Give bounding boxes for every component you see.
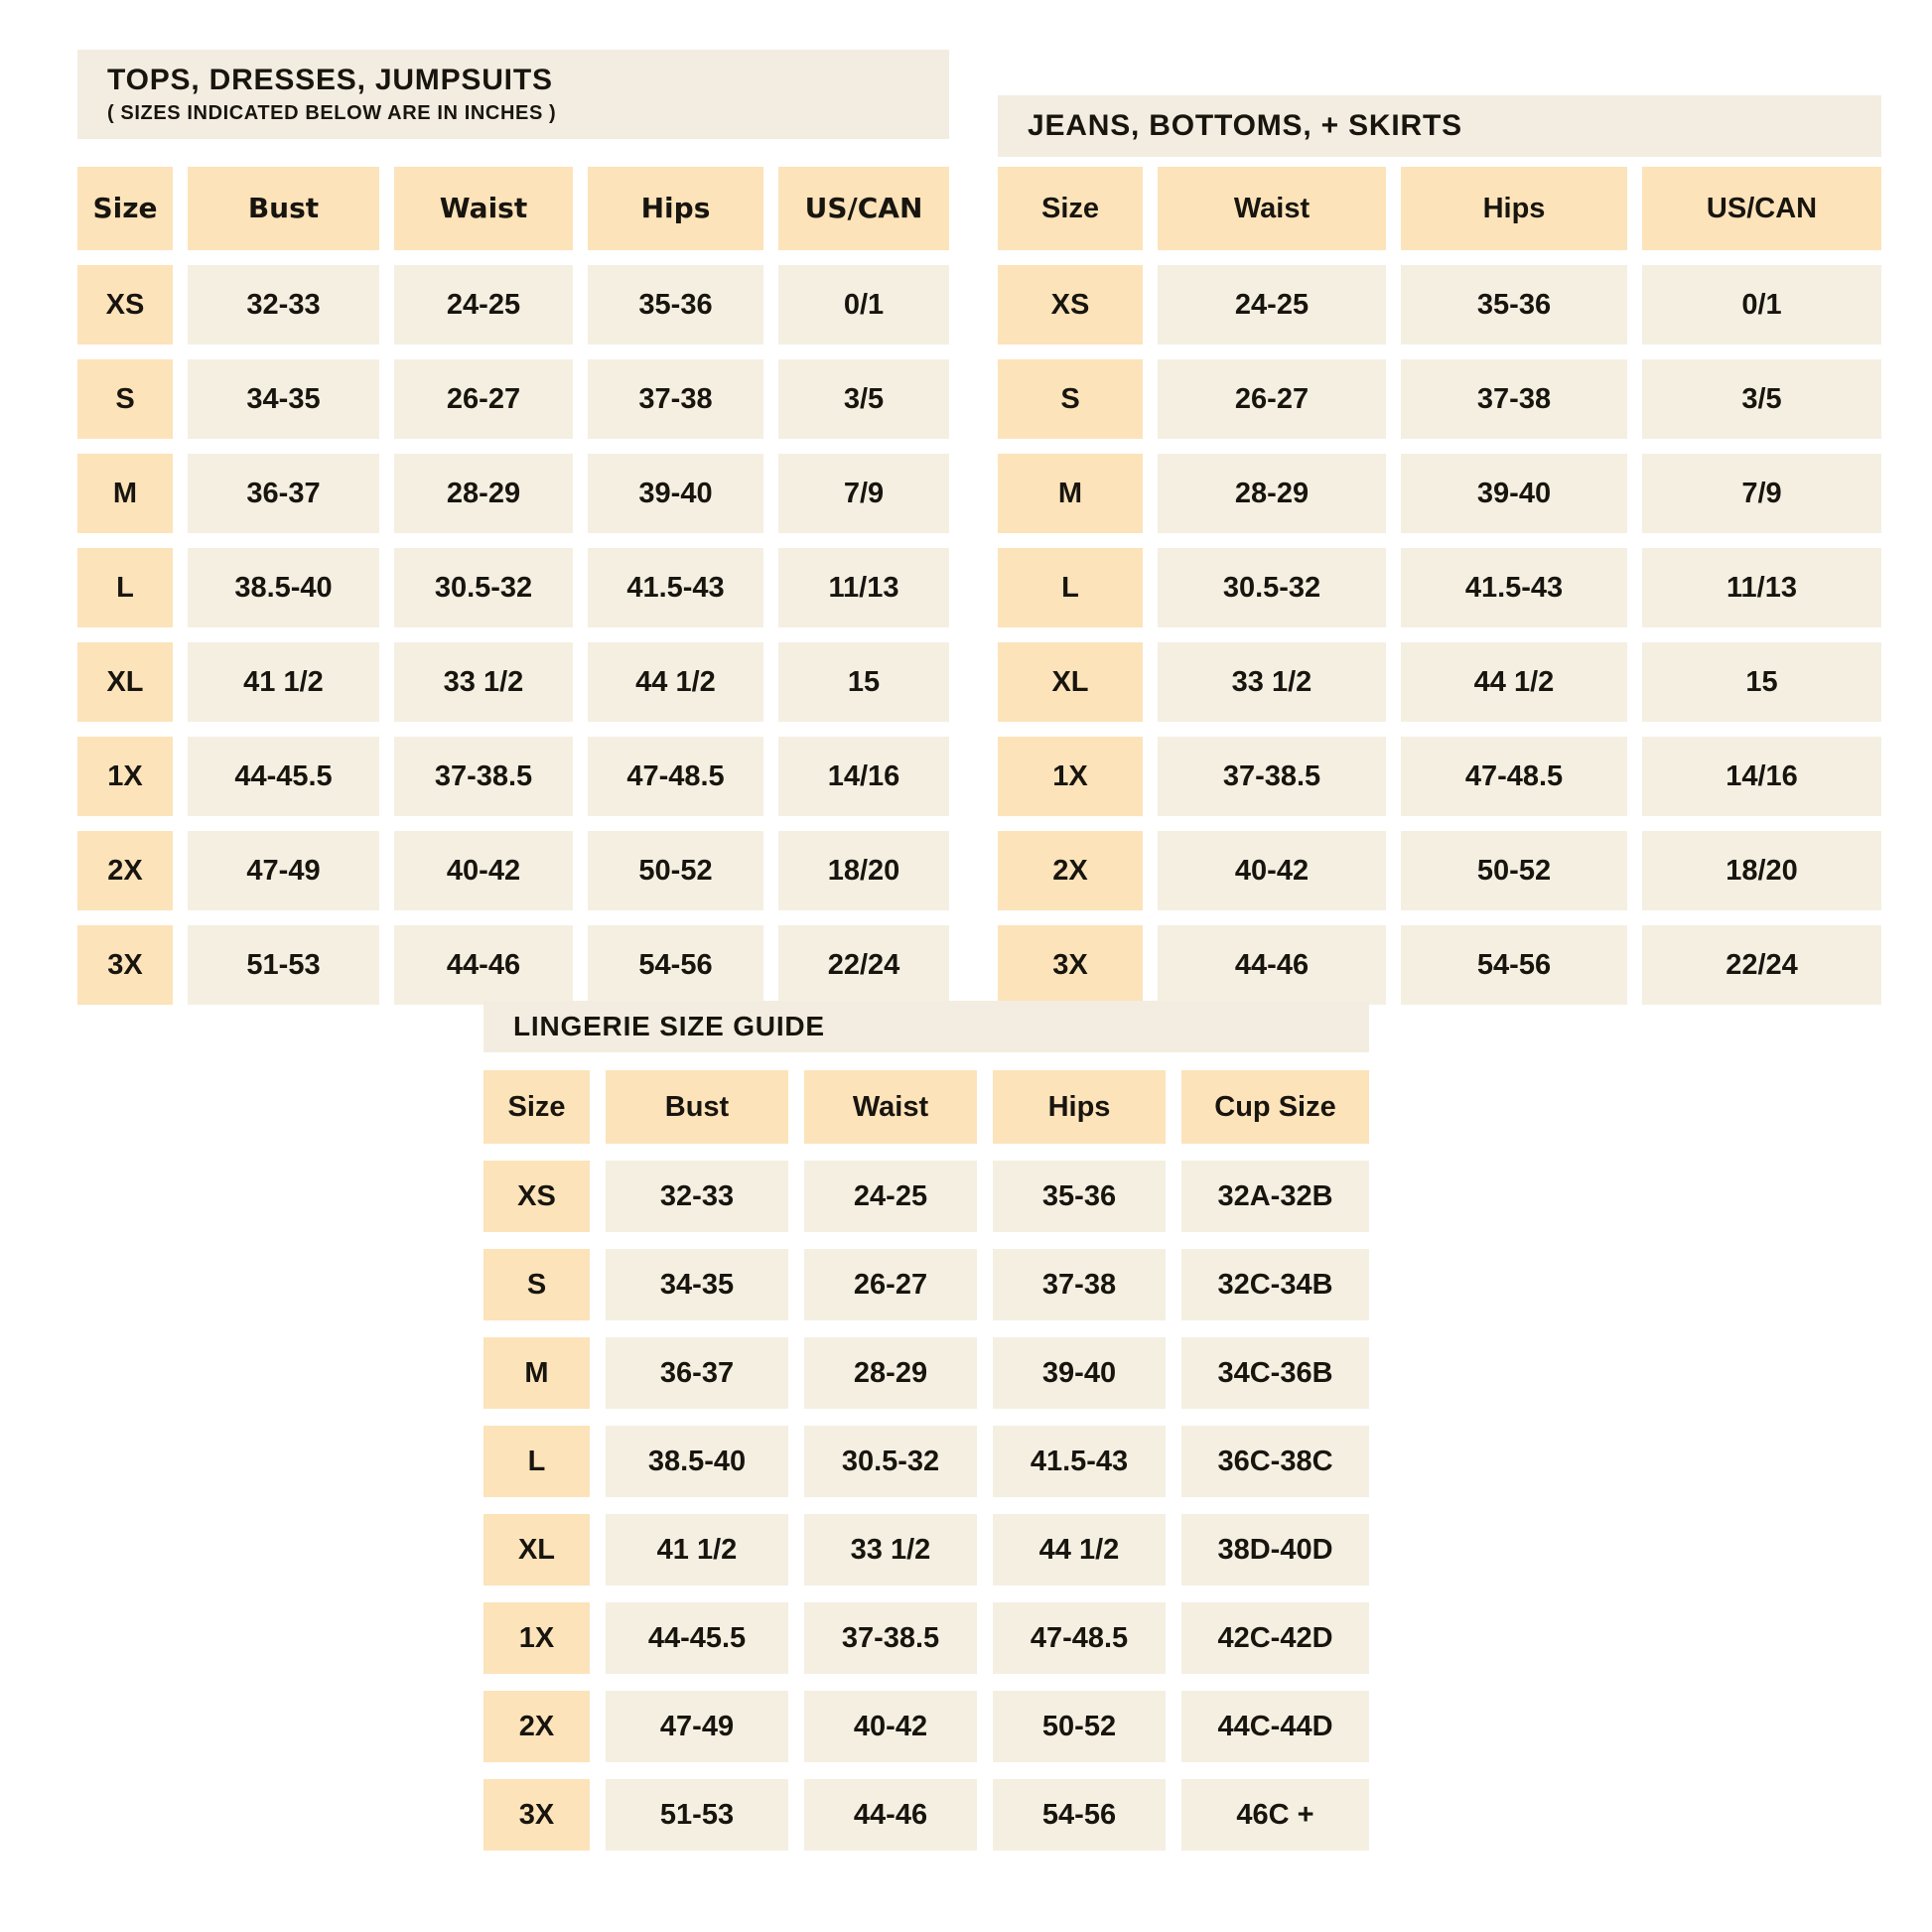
lingerie-value-cell: 32C-34B	[1181, 1249, 1369, 1320]
tops-value-cell: 38.5-40	[188, 548, 379, 627]
jeans-value-cell: 3/5	[1642, 359, 1881, 439]
lingerie-title: LINGERIE SIZE GUIDE	[513, 1010, 825, 1041]
jeans-column-header: Waist	[1158, 167, 1386, 250]
tops-value-cell: 24-25	[394, 265, 573, 345]
jeans-value-cell: 47-48.5	[1401, 737, 1627, 816]
tops-value-cell: 33 1/2	[394, 642, 573, 722]
lingerie-size-cell: S	[483, 1249, 590, 1320]
tops-size-cell: 2X	[77, 831, 173, 910]
jeans-size-cell: 3X	[998, 925, 1143, 1005]
tops-column-header: Hips	[588, 167, 763, 250]
jeans-value-cell: 0/1	[1642, 265, 1881, 345]
jeans-size-cell: L	[998, 548, 1143, 627]
tops-column-header: US/CAN	[778, 167, 949, 250]
lingerie-column-header: Waist	[804, 1070, 977, 1144]
lingerie-column-header: Size	[483, 1070, 590, 1144]
tops-value-cell: 54-56	[588, 925, 763, 1005]
jeans-size-cell: XL	[998, 642, 1143, 722]
lingerie-value-cell: 36C-38C	[1181, 1426, 1369, 1497]
jeans-column-header: Hips	[1401, 167, 1627, 250]
tops-value-cell: 15	[778, 642, 949, 722]
jeans-value-cell: 37-38.5	[1158, 737, 1386, 816]
lingerie-value-cell: 34C-36B	[1181, 1337, 1369, 1409]
jeans-value-cell: 44-46	[1158, 925, 1386, 1005]
tops-value-cell: 41.5-43	[588, 548, 763, 627]
lingerie-value-cell: 50-52	[993, 1691, 1166, 1762]
tops-value-cell: 44 1/2	[588, 642, 763, 722]
lingerie-size-cell: XL	[483, 1514, 590, 1586]
tops-size-cell: S	[77, 359, 173, 439]
lingerie-column-header: Hips	[993, 1070, 1166, 1144]
tops-value-cell: 35-36	[588, 265, 763, 345]
jeans-value-cell: 15	[1642, 642, 1881, 722]
jeans-value-cell: 54-56	[1401, 925, 1627, 1005]
tops-value-cell: 44-45.5	[188, 737, 379, 816]
tops-value-cell: 47-48.5	[588, 737, 763, 816]
lingerie-column-header: Bust	[606, 1070, 788, 1144]
tops-value-cell: 39-40	[588, 454, 763, 533]
tops-value-cell: 50-52	[588, 831, 763, 910]
lingerie-value-cell: 38.5-40	[606, 1426, 788, 1497]
lingerie-value-cell: 33 1/2	[804, 1514, 977, 1586]
jeans-column-header: US/CAN	[1642, 167, 1881, 250]
lingerie-value-cell: 54-56	[993, 1779, 1166, 1851]
tops-value-cell: 3/5	[778, 359, 949, 439]
tops-value-cell: 44-46	[394, 925, 573, 1005]
jeans-value-cell: 50-52	[1401, 831, 1627, 910]
lingerie-value-cell: 41.5-43	[993, 1426, 1166, 1497]
lingerie-value-cell: 47-49	[606, 1691, 788, 1762]
lingerie-size-cell: XS	[483, 1161, 590, 1232]
jeans-value-cell: 39-40	[1401, 454, 1627, 533]
jeans-size-table	[998, 167, 1881, 1005]
tops-title-box	[77, 50, 949, 139]
jeans-value-cell: 44 1/2	[1401, 642, 1627, 722]
lingerie-value-cell: 46C +	[1181, 1779, 1369, 1851]
jeans-value-cell: 22/24	[1642, 925, 1881, 1005]
jeans-title-box	[998, 95, 1881, 157]
tops-value-cell: 40-42	[394, 831, 573, 910]
lingerie-value-cell: 24-25	[804, 1161, 977, 1232]
tops-value-cell: 28-29	[394, 454, 573, 533]
tops-size-table	[77, 167, 949, 1005]
lingerie-value-cell: 36-37	[606, 1337, 788, 1409]
jeans-value-cell: 30.5-32	[1158, 548, 1386, 627]
tops-column-header: Waist	[394, 167, 573, 250]
lingerie-size-cell: 1X	[483, 1602, 590, 1674]
jeans-value-cell: 41.5-43	[1401, 548, 1627, 627]
lingerie-value-cell: 44-45.5	[606, 1602, 788, 1674]
tops-value-cell: 14/16	[778, 737, 949, 816]
tops-size-cell: 3X	[77, 925, 173, 1005]
jeans-value-cell: 14/16	[1642, 737, 1881, 816]
jeans-value-cell: 28-29	[1158, 454, 1386, 533]
tops-size-cell: XS	[77, 265, 173, 345]
lingerie-column-header: Cup Size	[1181, 1070, 1369, 1144]
jeans-value-cell: 33 1/2	[1158, 642, 1386, 722]
tops-value-cell: 22/24	[778, 925, 949, 1005]
lingerie-value-cell: 30.5-32	[804, 1426, 977, 1497]
jeans-value-cell: 11/13	[1642, 548, 1881, 627]
tops-column-header: Size	[77, 167, 173, 250]
tops-value-cell: 34-35	[188, 359, 379, 439]
lingerie-value-cell: 40-42	[804, 1691, 977, 1762]
lingerie-size-cell: 3X	[483, 1779, 590, 1851]
jeans-title: JEANS, BOTTOMS, + SKIRTS	[1028, 108, 1462, 142]
lingerie-value-cell: 44 1/2	[993, 1514, 1166, 1586]
tops-size-cell: M	[77, 454, 173, 533]
tops-size-cell: 1X	[77, 737, 173, 816]
jeans-size-cell: 2X	[998, 831, 1143, 910]
lingerie-value-cell: 32A-32B	[1181, 1161, 1369, 1232]
tops-value-cell: 18/20	[778, 831, 949, 910]
tops-subtitle: ( SIZES INDICATED BELOW ARE IN INCHES )	[107, 102, 557, 125]
jeans-value-cell: 37-38	[1401, 359, 1627, 439]
lingerie-title-box	[483, 1001, 1369, 1052]
tops-size-cell: XL	[77, 642, 173, 722]
lingerie-value-cell: 37-38	[993, 1249, 1166, 1320]
lingerie-value-cell: 41 1/2	[606, 1514, 788, 1586]
lingerie-value-cell: 42C-42D	[1181, 1602, 1369, 1674]
lingerie-value-cell: 51-53	[606, 1779, 788, 1851]
lingerie-value-cell: 34-35	[606, 1249, 788, 1320]
jeans-value-cell: 7/9	[1642, 454, 1881, 533]
tops-value-cell: 47-49	[188, 831, 379, 910]
jeans-size-cell: S	[998, 359, 1143, 439]
jeans-size-cell: M	[998, 454, 1143, 533]
jeans-value-cell: 26-27	[1158, 359, 1386, 439]
lingerie-value-cell: 26-27	[804, 1249, 977, 1320]
tops-title: TOPS, DRESSES, JUMPSUITS	[107, 63, 553, 96]
tops-value-cell: 41 1/2	[188, 642, 379, 722]
tops-value-cell: 37-38	[588, 359, 763, 439]
lingerie-size-table	[483, 1070, 1369, 1851]
tops-value-cell: 11/13	[778, 548, 949, 627]
tops-value-cell: 51-53	[188, 925, 379, 1005]
tops-column-header: Bust	[188, 167, 379, 250]
jeans-value-cell: 24-25	[1158, 265, 1386, 345]
tops-size-cell: L	[77, 548, 173, 627]
tops-value-cell: 32-33	[188, 265, 379, 345]
lingerie-value-cell: 47-48.5	[993, 1602, 1166, 1674]
tops-value-cell: 26-27	[394, 359, 573, 439]
lingerie-value-cell: 32-33	[606, 1161, 788, 1232]
jeans-column-header: Size	[998, 167, 1143, 250]
tops-value-cell: 36-37	[188, 454, 379, 533]
jeans-value-cell: 18/20	[1642, 831, 1881, 910]
lingerie-value-cell: 38D-40D	[1181, 1514, 1369, 1586]
lingerie-value-cell: 44C-44D	[1181, 1691, 1369, 1762]
jeans-value-cell: 35-36	[1401, 265, 1627, 345]
lingerie-size-cell: 2X	[483, 1691, 590, 1762]
lingerie-size-cell: M	[483, 1337, 590, 1409]
jeans-size-cell: XS	[998, 265, 1143, 345]
jeans-size-cell: 1X	[998, 737, 1143, 816]
tops-value-cell: 7/9	[778, 454, 949, 533]
lingerie-size-cell: L	[483, 1426, 590, 1497]
tops-value-cell: 30.5-32	[394, 548, 573, 627]
lingerie-value-cell: 37-38.5	[804, 1602, 977, 1674]
jeans-value-cell: 40-42	[1158, 831, 1386, 910]
tops-value-cell: 37-38.5	[394, 737, 573, 816]
lingerie-value-cell: 39-40	[993, 1337, 1166, 1409]
tops-value-cell: 0/1	[778, 265, 949, 345]
lingerie-value-cell: 28-29	[804, 1337, 977, 1409]
lingerie-value-cell: 44-46	[804, 1779, 977, 1851]
lingerie-value-cell: 35-36	[993, 1161, 1166, 1232]
